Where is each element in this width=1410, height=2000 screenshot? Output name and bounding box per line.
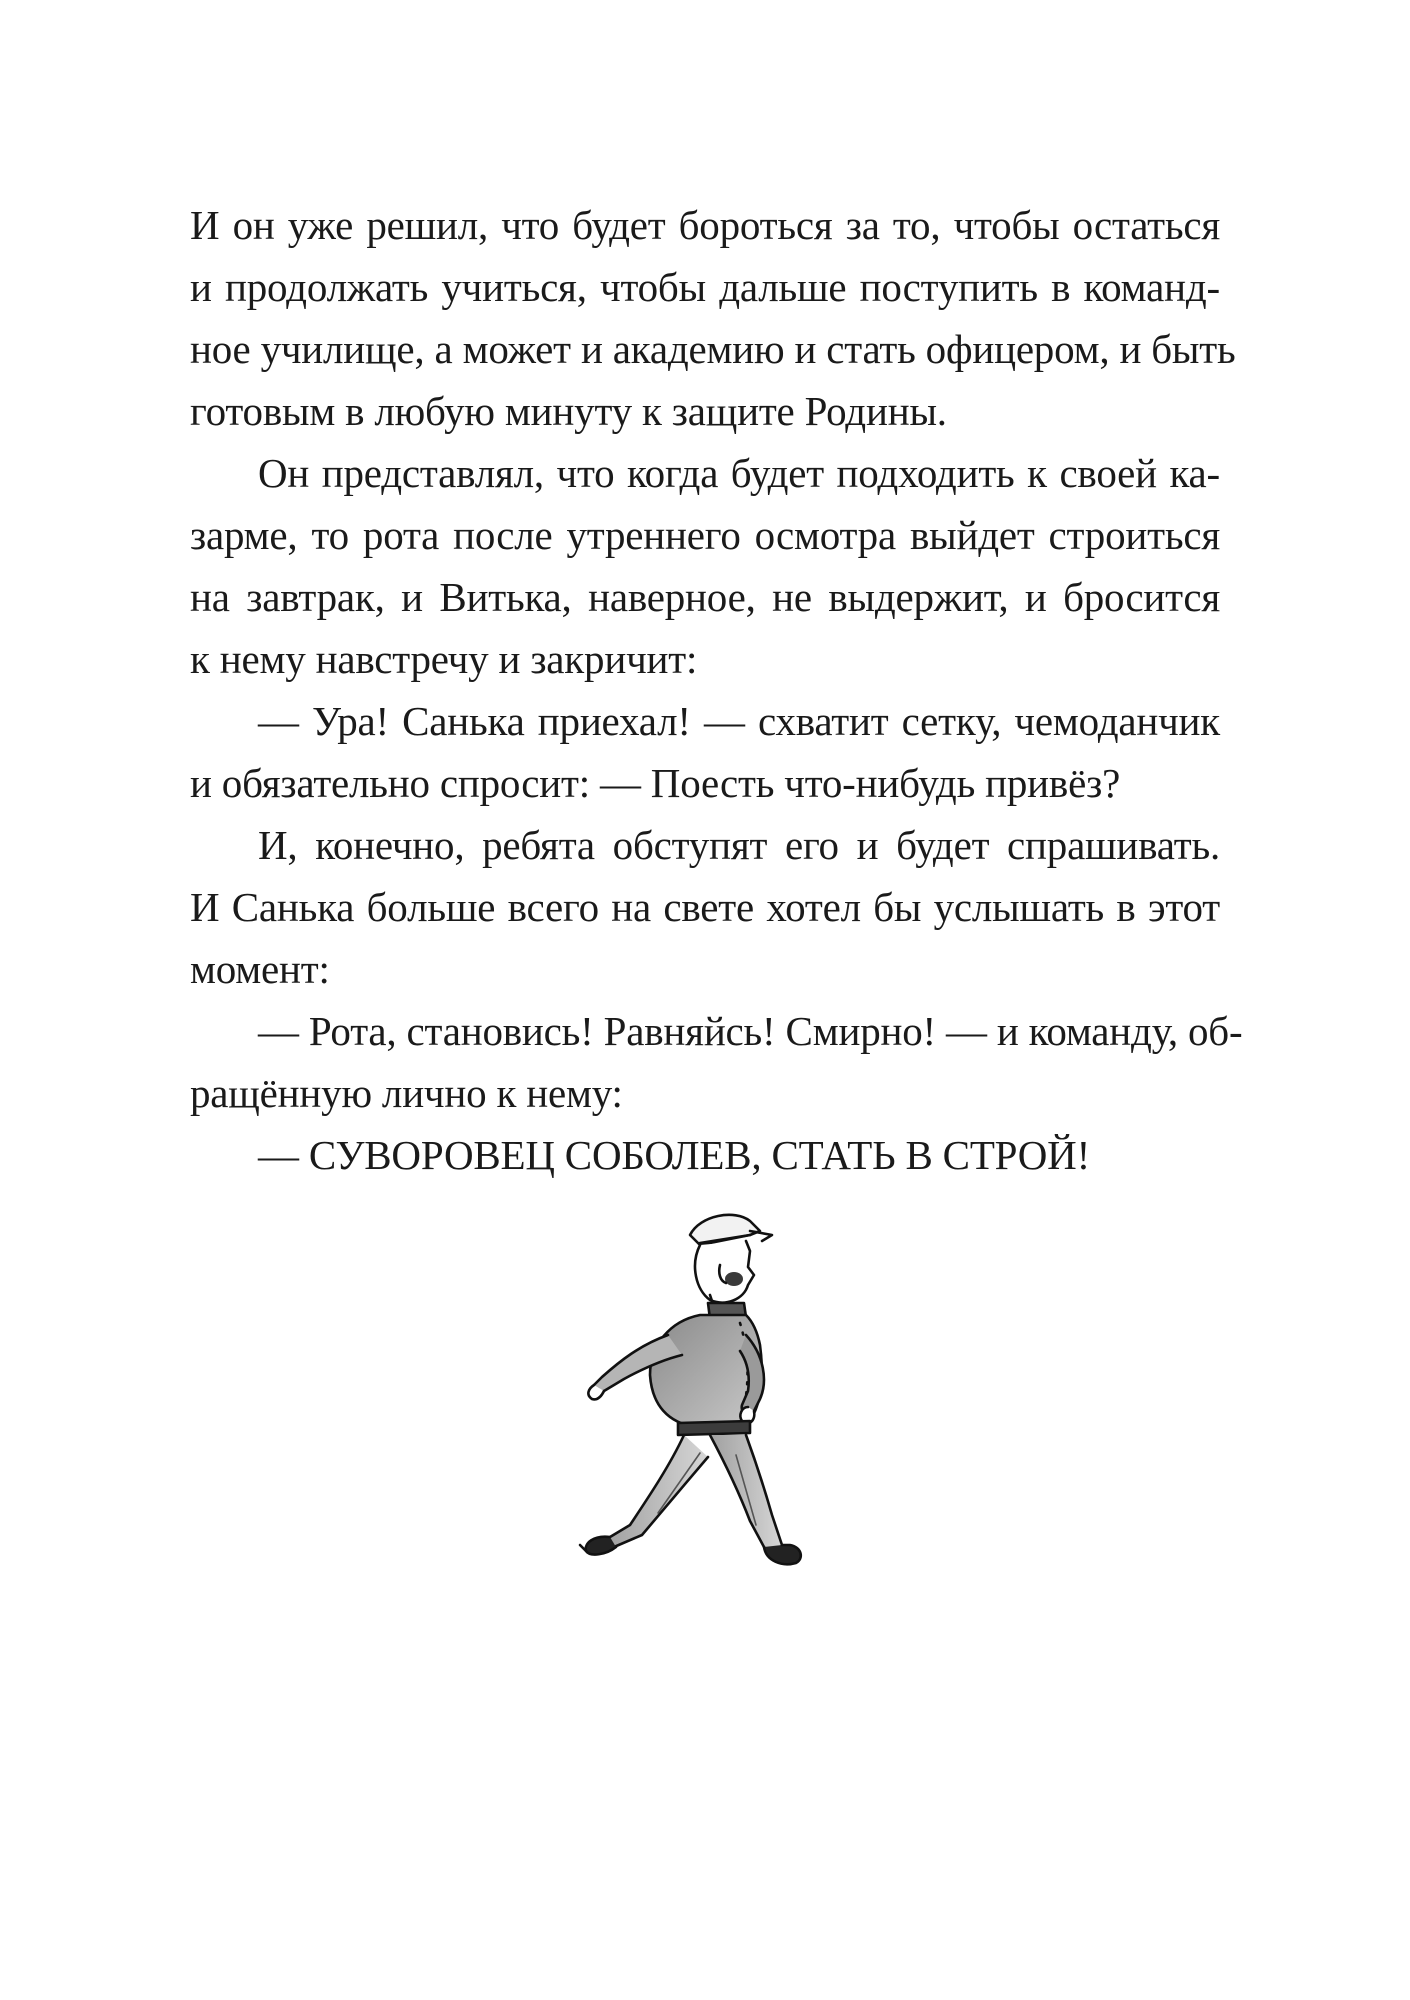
paragraph-5 [190,1000,1243,1124]
text-line: к нему навстречу и закричит: [190,636,698,682]
text-line: ное училище, а может и академию и стать офицером, и быть [190,326,1236,372]
text-line: — Ура! Санька приехал! — схватит сетку, чемоданчик [258,698,1220,744]
marching-cadet-illustration [550,1195,870,1615]
text-line: и обязательно спросит: — Поесть что-нибудь привёз? [190,760,1121,806]
text-line: и продолжать учиться, чтобы дальше поступить в команд- [190,264,1220,310]
text-line: готовым в любую минуту к защите Родины. [190,388,947,434]
text-line: — Рота, становись! Равняйсь! Смирно! — и команду, об- [258,1008,1243,1054]
text-line: И Санька больше всего на свете хотел бы услышать в этот [190,884,1220,930]
text-line: И он уже решил, что будет бороться за то, чтобы остаться [190,202,1220,248]
text-line: момент: [190,946,330,992]
paragraph-2 [190,442,1220,690]
marching-cadet-icon [550,1195,870,1615]
page-text [190,194,1243,1186]
paragraph-6 [190,1124,1220,1186]
text-line: Он представлял, что когда будет подходить к своей ка- [258,450,1220,496]
text-line: зарме, то рота после утреннего осмотра выйдет строиться [190,512,1220,558]
paragraph-1 [190,194,1236,442]
paragraph-3 [190,690,1220,814]
text-line: И, конечно, ребята обступят его и будет спрашивать. [258,822,1220,868]
text-line: — СУВОРОВЕЦ СОБОЛЕВ, СТАТЬ В СТРОЙ! [258,1132,1091,1178]
paragraph-4 [190,814,1220,1000]
text-line: на завтрак, и Витька, наверное, не выдержит, и бросится [190,574,1220,620]
text-line: ращённую лично к нему: [190,1070,623,1116]
